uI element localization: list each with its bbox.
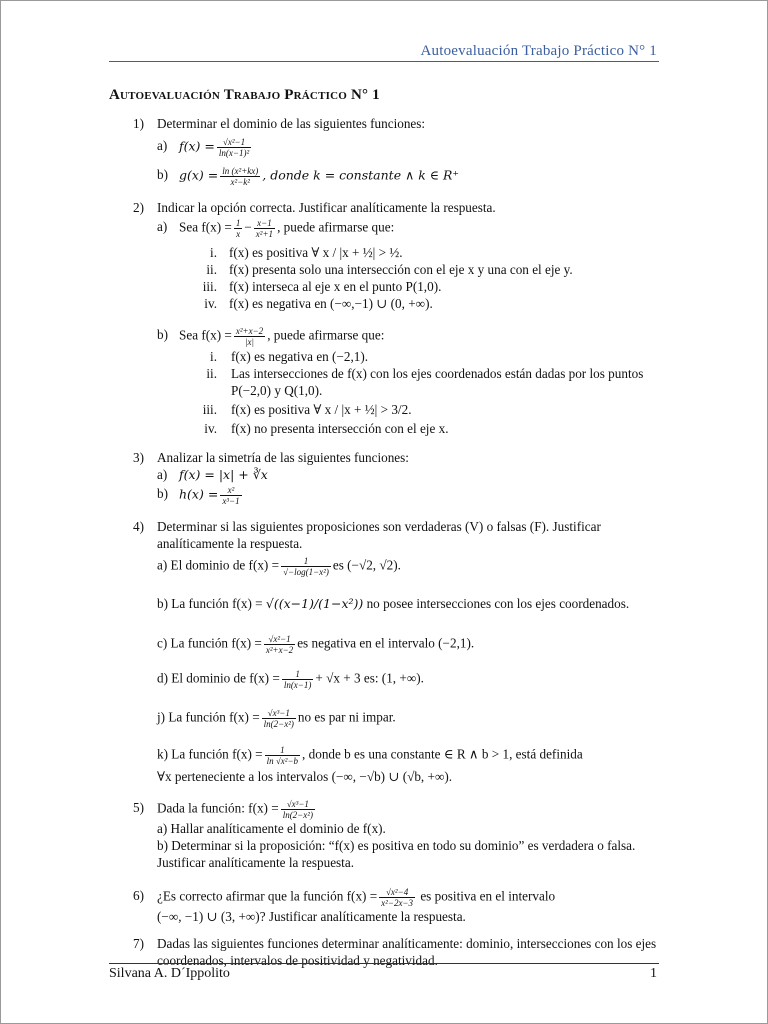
- fraction: $\frac{1}{\text{√−log(1−x²)}}$: [283, 556, 329, 577]
- option-label: iii.: [202, 279, 217, 294]
- question-1a: [157, 137, 661, 158]
- proposition-prefix: d) El dominio de f(x) =: [157, 670, 280, 686]
- question-6: [109, 887, 661, 925]
- option-2b-iv: [193, 420, 661, 437]
- content: [109, 113, 661, 969]
- question-5a: a) Hallar analíticamente el dominio de f(x).: [157, 821, 386, 836]
- item-label: b): [157, 486, 168, 501]
- option-label: iv.: [204, 421, 217, 436]
- footer-rule: [109, 963, 659, 964]
- option-text: f(x) no presenta intersección con el eje x.: [231, 421, 449, 436]
- option-2b-ii: [193, 365, 661, 399]
- question-2b: [157, 326, 661, 347]
- formula-prefix: Sea f(x) =: [179, 327, 232, 343]
- question-text-line2: (−∞, −1) ∪ (3, +∞)? Justificar analíticamente la respuesta.: [157, 909, 466, 924]
- proposition-suffix: , donde b es una constante ∈ R ∧ b > 1, está definida: [302, 746, 583, 762]
- question-2: [109, 199, 661, 216]
- question-1: [109, 115, 661, 132]
- option-text: f(x) es positiva ∀ x / |x + ½| > ½.: [229, 245, 403, 260]
- option-text: f(x) es positiva ∀ x / |x + ½| > 3/2.: [231, 402, 412, 417]
- fraction: $\frac{\text{ln (x²+kx)}}{\text{x²−k²}}$: [222, 166, 259, 187]
- fraction: $\frac{\text{x²+x−2}}{|x|}$: [235, 326, 264, 347]
- item-label: a): [157, 467, 168, 482]
- fraction: $\frac{\text{√x²−1}}{\text{x²+x−2}}$: [265, 634, 294, 655]
- question-number: 3): [133, 450, 144, 465]
- formula-prefix: f(x) =: [179, 138, 215, 154]
- question-3a: [157, 466, 661, 483]
- option-text: f(x) es negativa en (−2,1).: [231, 349, 369, 364]
- formula-suffix: , puede afirmarse que:: [277, 219, 395, 235]
- question-number: 7): [133, 936, 144, 951]
- question-text: Indicar la opción correcta. Justificar analíticamente la respuesta.: [157, 200, 496, 215]
- question-text: Determinar el dominio de las siguientes funciones:: [157, 116, 426, 131]
- item-label: a): [157, 219, 168, 234]
- question-text: Determinar si las siguientes proposiciones son verdaderas (V) o falsas (F). Justificar analíticamente la respuesta.: [157, 519, 601, 551]
- proposition-suffix: no posee intersecciones con los ejes coordenados.: [366, 596, 630, 611]
- item-label: a): [157, 138, 168, 153]
- question-number: 4): [133, 519, 144, 534]
- proposition-suffix: no es par ni impar.: [297, 709, 396, 725]
- question-3b: [157, 485, 661, 506]
- option-2a-iv: [193, 295, 661, 312]
- proposition-suffix: es (−√2, √2).: [332, 557, 401, 573]
- question-text: ¿Es correcto afirmar que la función f(x) =: [157, 888, 378, 904]
- minus-sign: −: [244, 219, 252, 235]
- proposition-prefix: a) El dominio de f(x) =: [157, 557, 280, 573]
- fraction: $\frac{1}{x}$: [235, 218, 241, 239]
- proposition-prefix: c) La función f(x) =: [157, 635, 262, 651]
- formula: √((x−1)/(1−x²)): [265, 596, 364, 611]
- page-number: 1: [650, 966, 657, 981]
- proposition-prefix: k) La función f(x) =: [157, 746, 263, 762]
- option-2b-i: [193, 348, 661, 365]
- option-label: iii.: [202, 402, 217, 417]
- question-number: 6): [133, 888, 144, 903]
- formula-suffix: , donde k = constante ∧ k ∈ R⁺: [262, 167, 459, 183]
- question-2a: [157, 218, 661, 239]
- option-2b-iii: [193, 401, 661, 418]
- question-text-suffix: es positiva en el intervalo: [420, 888, 556, 904]
- proposition-4c: [157, 634, 661, 655]
- option-label: i.: [210, 349, 217, 364]
- question-number: 2): [133, 200, 144, 215]
- document-title: Autoevaluación Trabajo Práctico N° 1: [109, 87, 380, 103]
- formula-suffix: , puede afirmarse que:: [267, 327, 385, 343]
- option-2a-ii: [193, 261, 661, 278]
- option-2a-iii: [193, 278, 661, 295]
- item-label: b): [157, 327, 168, 342]
- proposition-prefix: j) La función f(x) =: [157, 709, 260, 725]
- question-5b: b) Determinar si la proposición: “f(x) es positiva en todo su dominio” es verdadera o falsa. Justificar analíticamente la respuesta.: [157, 838, 636, 870]
- question-text: Analizar la simetría de las siguientes funciones:: [157, 450, 409, 465]
- fraction: $\frac{\text{√x³−1}}{\text{ln(2−x²)}}$: [282, 799, 313, 820]
- proposition-4a: [157, 556, 661, 577]
- fraction: $\frac{1}{\ln(x-1)}$: [283, 669, 312, 690]
- option-text: f(x) presenta solo una intersección con el eje x y una con el eje y.: [229, 262, 573, 277]
- proposition-4j: [157, 708, 661, 729]
- option-text: f(x) interseca al eje x en el punto P(1,0).: [229, 279, 442, 294]
- fraction: $\frac{\text{√x³−1}}{\text{ln(2−x²)}}$: [263, 708, 294, 729]
- option-text: f(x) es negativa en (−∞,−1) ∪ (0, +∞).: [229, 296, 433, 311]
- fraction: $\frac{x-1}{\text{x²+1}}$: [255, 218, 274, 239]
- option-label: i.: [210, 245, 217, 260]
- proposition-4k: [157, 745, 661, 766]
- proposition-4d: [157, 669, 661, 690]
- question-text: Dada la función: f(x) =: [157, 800, 279, 816]
- formula: f(x) = |x| + ∛x: [179, 467, 268, 482]
- option-text: Las intersecciones de f(x) con los ejes coordenados están dadas por los puntos P(−2,0) y Q(1,0).: [231, 366, 644, 398]
- option-label: ii.: [206, 262, 217, 277]
- fraction: $\frac{1}{\text{ln √x²−b}}$: [266, 745, 299, 766]
- option-label: iv.: [204, 296, 217, 311]
- proposition-suffix: es negativa en el intervalo (−2,1).: [297, 635, 475, 651]
- question-4: [109, 518, 661, 552]
- proposition-prefix: b) La función f(x) =: [157, 596, 263, 611]
- formula-prefix: g(x) =: [179, 167, 219, 183]
- footer-author: Silvana A. D´Ippolito: [109, 966, 230, 981]
- proposition-4k-line2: ∀x perteneciente a los intervalos (−∞, −√b) ∪ (√b, +∞).: [157, 769, 453, 784]
- fraction: $\frac{\text{√x²−4}}{\text{x²−2x−3}}$: [381, 887, 414, 908]
- question-number: 1): [133, 116, 144, 131]
- question-1b: [157, 166, 661, 187]
- option-label: ii.: [206, 366, 217, 381]
- header-rule: [109, 61, 659, 62]
- formula-prefix: h(x) =: [179, 486, 219, 502]
- proposition-suffix: + √x + 3 es: (1, +∞).: [315, 670, 424, 686]
- item-label: b): [157, 167, 168, 182]
- formula-prefix: Sea f(x) =: [179, 219, 232, 235]
- header-title: Autoevaluación Trabajo Práctico N° 1: [420, 43, 657, 59]
- question-3: [109, 449, 661, 466]
- question-text: Dadas las siguientes funciones determinar analíticamente: dominio, intersecciones con los ejes coordenados, intervalos de positividad y negatividad.: [157, 936, 657, 968]
- question-number: 5): [133, 800, 144, 815]
- fraction: $\frac{\text{x²}}{\text{x³−1}}$: [222, 485, 240, 506]
- proposition-4b: [157, 595, 661, 612]
- option-2a-i: [193, 244, 661, 261]
- fraction: $\frac{\text{√x²−1}}{\text{ln(x−1)²}}$: [218, 137, 250, 158]
- question-5: [109, 799, 661, 820]
